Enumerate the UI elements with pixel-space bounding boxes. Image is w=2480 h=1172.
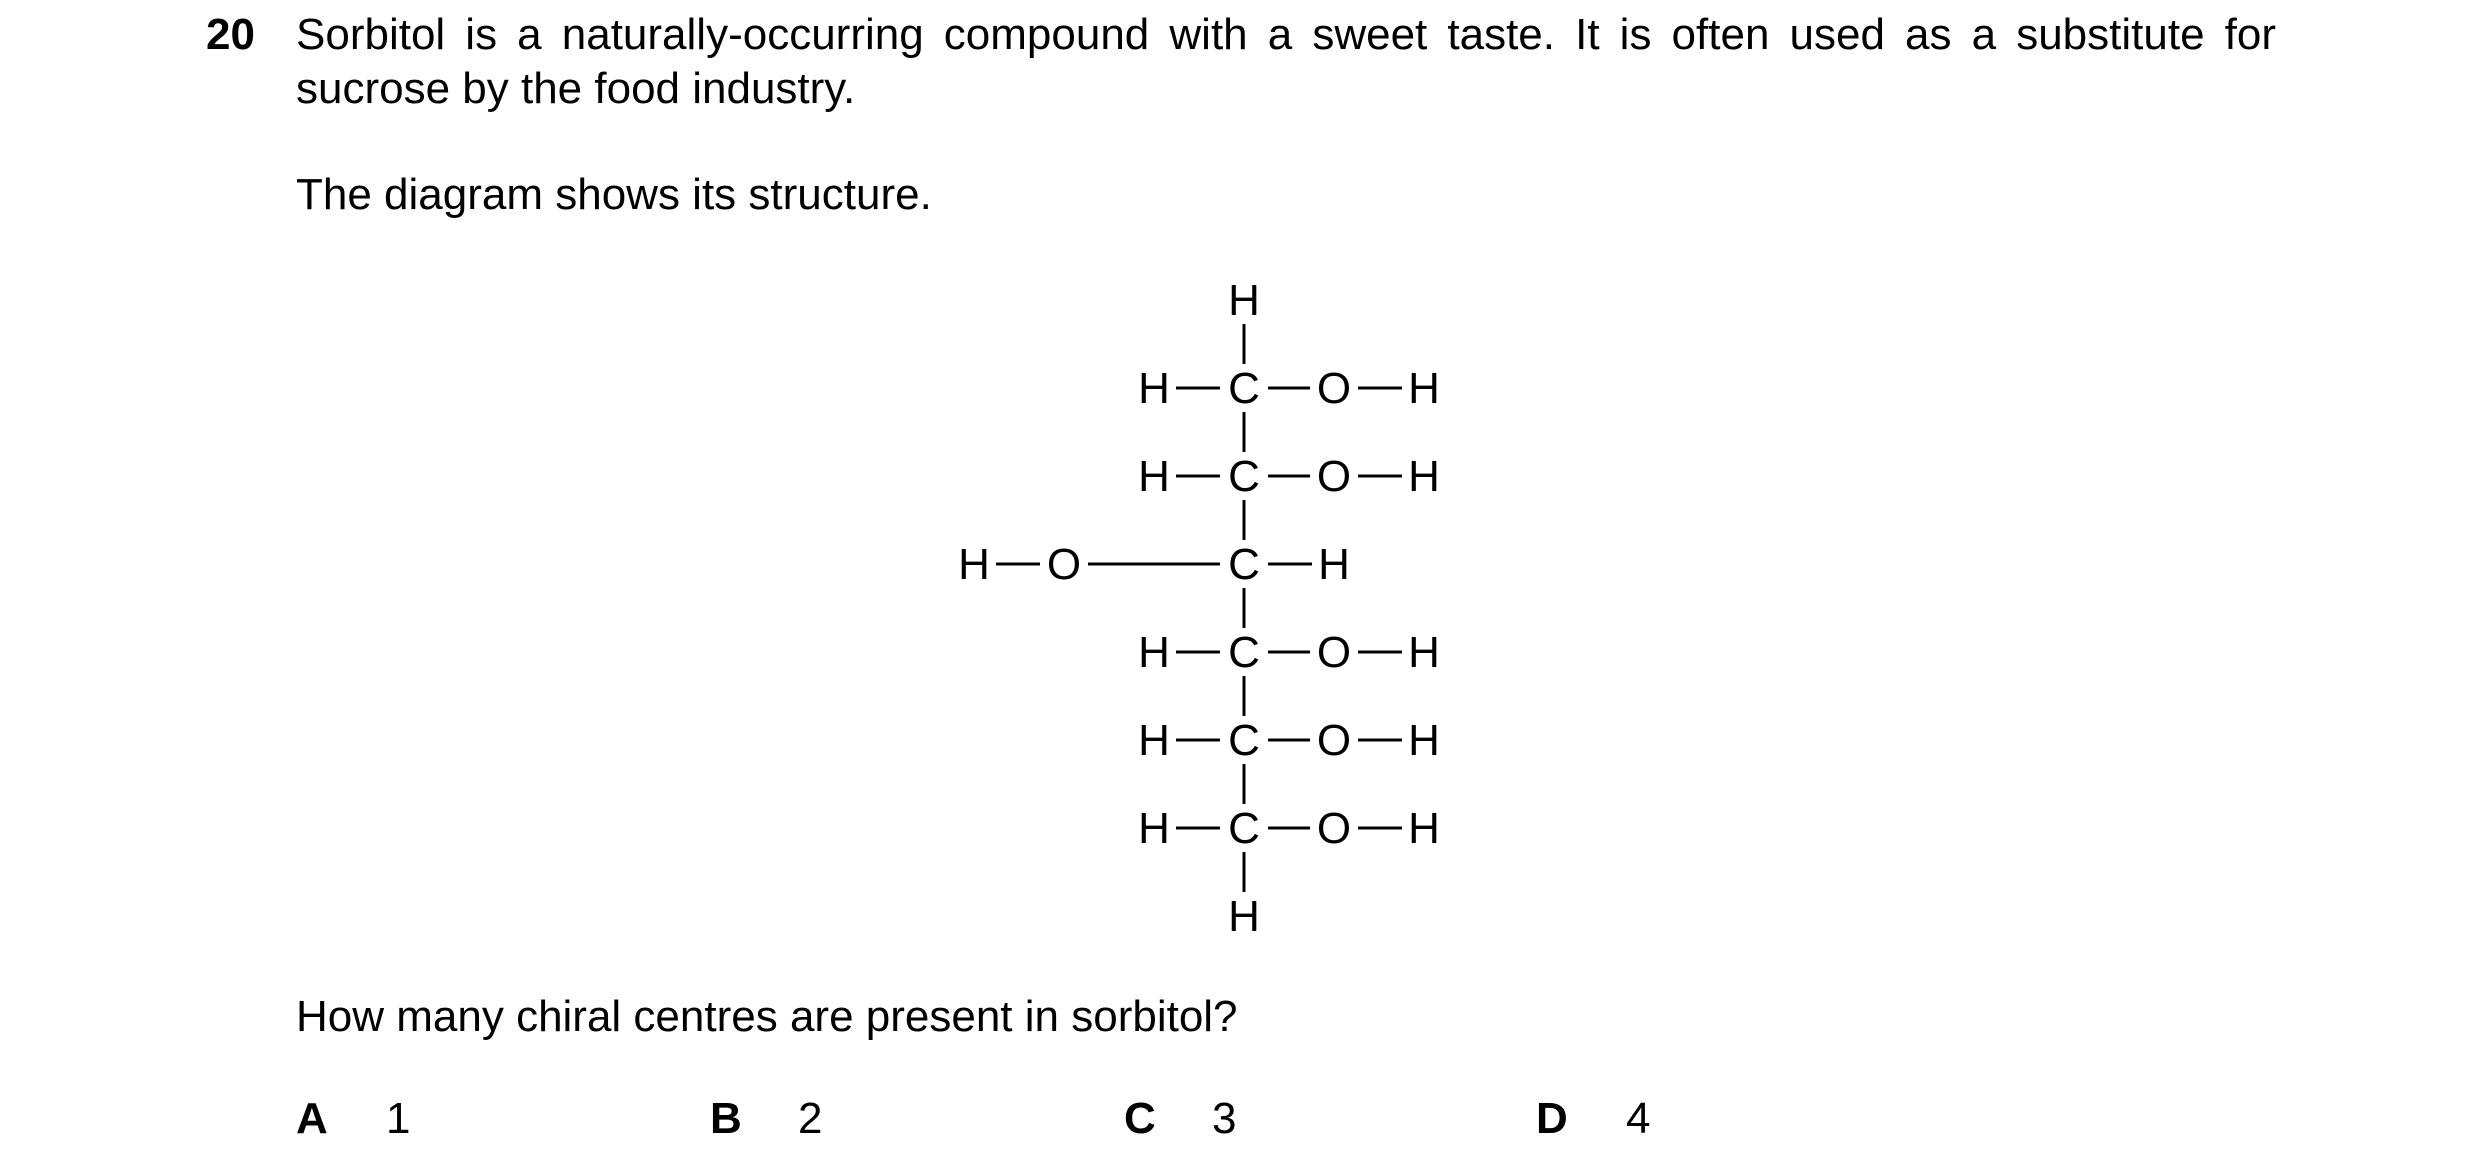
atom-hydrogen: H bbox=[1318, 540, 1350, 589]
atom-hydrogen: H bbox=[1138, 452, 1170, 501]
atom-carbon: C bbox=[1228, 628, 1260, 677]
atom-oxygen: O bbox=[1316, 452, 1352, 501]
atom-hydrogen-top: H bbox=[1228, 276, 1260, 325]
question-number: 20 bbox=[206, 10, 255, 59]
option-d-value[interactable]: 4 bbox=[1626, 1094, 1651, 1143]
atom-hydrogen: H bbox=[1408, 628, 1440, 677]
atom-oxygen: O bbox=[1316, 804, 1352, 853]
atom-hydrogen: H bbox=[1138, 716, 1170, 765]
atom-carbon: C bbox=[1228, 804, 1260, 853]
bond-lines bbox=[996, 324, 1402, 892]
atom-hydrogen: H bbox=[1408, 364, 1440, 413]
atom-hydrogen: H bbox=[1138, 804, 1170, 853]
atom-oxygen: O bbox=[1046, 540, 1082, 589]
atom-oxygen: O bbox=[1316, 628, 1352, 677]
atom-hydrogen-bottom: H bbox=[1228, 892, 1260, 941]
option-c-letter: C bbox=[1124, 1094, 1156, 1143]
atom-oxygen: O bbox=[1316, 716, 1352, 765]
atom-labels bbox=[958, 276, 1440, 941]
option-a-value[interactable]: 1 bbox=[386, 1094, 411, 1143]
option-b-value[interactable]: 2 bbox=[798, 1094, 823, 1143]
atom-carbon: C bbox=[1228, 364, 1260, 413]
option-b-letter: B bbox=[710, 1094, 742, 1143]
atom-carbon: C bbox=[1228, 452, 1260, 501]
question-prompt: How many chiral centres are present in sorbitol? bbox=[296, 992, 1238, 1041]
atom-oxygen: O bbox=[1316, 364, 1352, 413]
atom-hydrogen: H bbox=[1138, 628, 1170, 677]
question-stem: Sorbitol is a naturally-occurring compound with a sweet taste. It is often used as a substitute for sucrose by the food industry. bbox=[296, 10, 2276, 113]
atom-hydrogen: H bbox=[1408, 804, 1440, 853]
atom-carbon: C bbox=[1228, 716, 1260, 765]
atom-carbon: C bbox=[1228, 540, 1260, 589]
atom-hydrogen: H bbox=[1138, 364, 1170, 413]
diagram-intro: The diagram shows its structure. bbox=[296, 170, 932, 219]
atom-hydrogen: H bbox=[1408, 716, 1440, 765]
atom-hydrogen: H bbox=[958, 540, 990, 589]
option-c-value[interactable]: 3 bbox=[1212, 1094, 1237, 1143]
atom-hydrogen: H bbox=[1408, 452, 1440, 501]
option-d-letter: D bbox=[1536, 1094, 1568, 1143]
option-a-letter: A bbox=[296, 1094, 328, 1143]
